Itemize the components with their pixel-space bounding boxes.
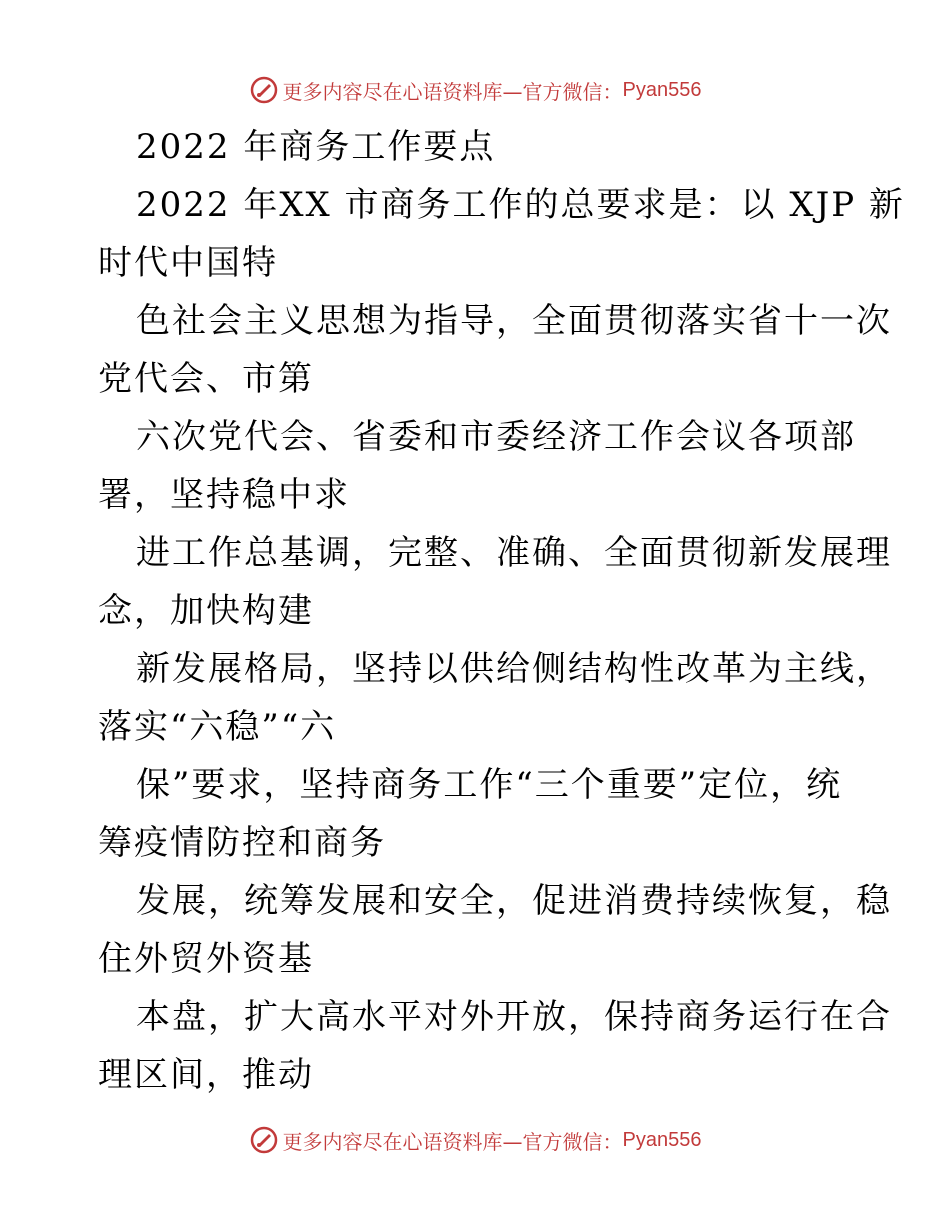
watermark-header: [0, 72, 950, 108]
text-line: 进工作总基调，完整、准确、全面贯彻新发展理: [136, 533, 892, 573]
text-line: 2022 年XX 市商务工作的总要求是：以 XJP 新: [136, 185, 905, 225]
text-line: 住外贸外资基: [98, 939, 314, 979]
text-line: 署，坚持稳中求: [98, 475, 350, 515]
text-line: 时代中国特: [98, 243, 278, 283]
text-line: 新发展格局，坚持以供给侧结构性改革为主线，: [136, 649, 892, 689]
document-body: [98, 118, 905, 1104]
watermark-wechat: Pyan556: [622, 78, 702, 101]
brand-logo-icon: [249, 75, 279, 105]
document-title: 2022 年商务工作要点: [136, 127, 496, 167]
text-line: 党代会、市第: [98, 359, 314, 399]
text-line: 筹疫情防控和商务: [98, 823, 386, 863]
text-line: 发展，统筹发展和安全，促进消费持续恢复，稳: [136, 881, 892, 921]
watermark-text: 更多内容尽在心语资料库—官方微信：: [282, 79, 623, 104]
text-line: 本盘，扩大高水平对外开放，保持商务运行在合: [136, 997, 892, 1037]
text-line: 落实“六稳”“六: [98, 707, 337, 747]
text-line: 理区间，推动: [98, 1055, 314, 1095]
watermark-footer: [0, 1122, 950, 1158]
watermark-text: 更多内容尽在心语资料库—官方微信：: [282, 1129, 623, 1154]
text-line: 六次党代会、省委和市委经济工作会议各项部: [136, 417, 856, 457]
text-line: 色社会主义思想为指导，全面贯彻落实省十一次: [136, 301, 892, 341]
text-line: 念，加快构建: [98, 591, 314, 631]
brand-logo-icon: [249, 1125, 279, 1155]
text-line: 保”要求，坚持商务工作“三个重要”定位，统: [136, 765, 843, 805]
watermark-wechat: Pyan556: [622, 1128, 702, 1151]
